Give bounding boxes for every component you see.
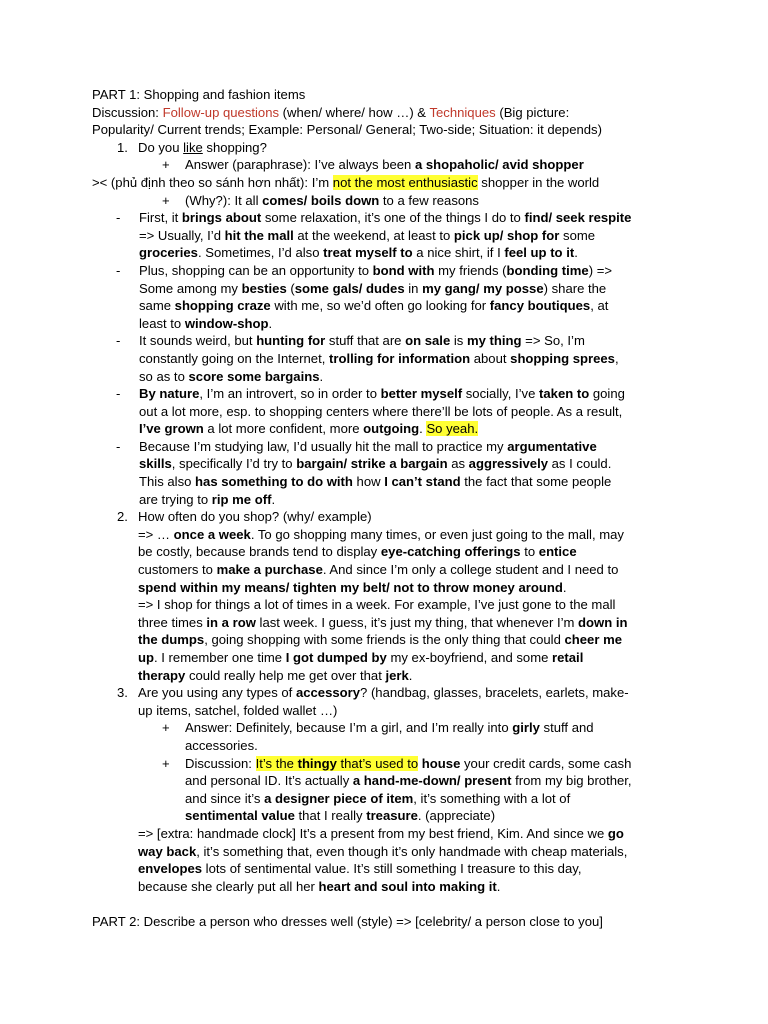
bold-text: fancy boutiques (489, 298, 591, 314)
part1-title: PART 1: Shopping and fashion items (92, 87, 306, 102)
text: . (268, 315, 273, 331)
q2-text: How often do you shop? (why/ example) (138, 509, 372, 525)
text: could really help me get over that (185, 667, 386, 683)
text: Answer: Definitely, because I’m a girl, and I’m really into (185, 720, 513, 736)
q1-like: like (183, 139, 203, 155)
bold-text: score some bargains (188, 368, 320, 384)
techniques-label: Techniques (429, 104, 496, 120)
text-line (139, 280, 682, 298)
bold-text: therapy (138, 667, 186, 683)
dash-marker: - (116, 438, 121, 454)
question-3 (92, 684, 682, 702)
bold-text: sentimental value (185, 808, 295, 824)
dash-marker: - (116, 386, 121, 402)
text: First, it (139, 210, 182, 226)
bold-text: accessory (295, 685, 361, 701)
text: a lot more confident, more (203, 421, 364, 437)
question-2 (92, 508, 682, 526)
bold-text: taken to (539, 386, 590, 402)
bold-text: trolling for information (329, 350, 471, 366)
bullet-bargains (92, 332, 682, 385)
text: three times (138, 614, 207, 630)
bullet-bonding (92, 262, 682, 332)
bold-text: hit the mall (224, 227, 294, 243)
text: your credit cards, some cash (460, 755, 632, 771)
text: . (419, 421, 427, 437)
text: , it’s something that, even though it’s only handmade with cheap materials, (196, 843, 628, 859)
text: . (574, 245, 578, 261)
q1-negation (92, 174, 682, 192)
bold-text: entice (538, 544, 577, 560)
plus-marker: + (162, 192, 170, 208)
text: stuff that are (325, 333, 406, 349)
text: . Sometimes, I’d also (197, 245, 324, 261)
bold-text: I’ve grown (139, 421, 204, 437)
text: how (352, 474, 385, 490)
text: . (496, 878, 501, 894)
text: , (614, 350, 619, 366)
bold-text: a hand-me-down/ present (352, 773, 512, 789)
bold-text: pick up/ shop for (453, 227, 560, 243)
text-line (138, 667, 682, 685)
text: Plus, shopping can be an opportunity to (139, 262, 373, 278)
text-line (138, 649, 682, 667)
text-line (139, 438, 682, 456)
bold-text: make a purchase (216, 562, 323, 578)
text: are trying to (139, 491, 212, 507)
bold-text: thingy (297, 755, 337, 771)
q1-pre: Do you (138, 139, 184, 155)
bullet-bonding-text (92, 262, 682, 332)
bullet-bargains-text (92, 332, 682, 385)
text-line (139, 420, 682, 438)
q2-number: 2. (117, 509, 128, 525)
text: => [extra: handmade clock] It’s a present from my best friend, Kim. And since we (138, 825, 608, 841)
bold-text: envelopes (138, 861, 203, 877)
text: about (470, 350, 511, 366)
q1-neg-highlight: not the most enthusiastic (332, 174, 478, 190)
text-line (138, 825, 682, 843)
bold-text: jerk (385, 667, 409, 683)
bullet-law (92, 438, 682, 508)
text-line (139, 403, 682, 421)
q3-discussion (92, 755, 682, 825)
q1-why-bold: comes/ boils down (262, 192, 380, 208)
discussion-mid: (when/ where/ how …) & (279, 104, 430, 120)
text-line (139, 455, 682, 473)
text: and personal ID. It’s actually (185, 773, 353, 789)
text: accessories. (185, 737, 258, 753)
text-line (185, 807, 682, 825)
text-line (139, 262, 682, 280)
bold-text: retail (552, 650, 584, 665)
bullet-introvert-text (92, 385, 682, 438)
text: same (139, 298, 175, 314)
text: lots of sentimental value. It’s still something I treasure to this day, (202, 861, 582, 877)
bold-text: outgoing (363, 421, 420, 437)
text: => … (138, 526, 174, 542)
text-line (138, 860, 682, 878)
text: because she clearly put all her (138, 878, 319, 894)
text-line (139, 332, 682, 350)
q3-answer-text (92, 719, 682, 754)
discussion-suffix: (Big picture: (495, 104, 570, 120)
text: . (271, 491, 276, 507)
document-page (92, 86, 682, 931)
dash-marker: - (116, 210, 121, 226)
bold-text: spend within my means/ tighten my belt/ not to throw money around (138, 579, 563, 595)
bold-text: aggressively (468, 456, 549, 472)
bold-text: down in (578, 614, 628, 630)
text-line (139, 350, 682, 368)
text: , it’s something with a lot of (413, 790, 571, 806)
text: some relaxation, it’s one of the things I do to (261, 210, 525, 226)
text: . (319, 368, 324, 384)
bold-text: brings about (181, 210, 262, 226)
text: It’s the (255, 755, 298, 771)
q1-neg-pre: >< (phủ định theo so sánh hơn nhất): I’m (92, 174, 333, 190)
bold-text: argumentative (507, 438, 597, 454)
text: in (404, 280, 423, 296)
text: least to (139, 315, 185, 331)
bold-text: bonding time (506, 262, 589, 278)
text-line (185, 772, 682, 790)
dash-marker: - (116, 262, 121, 278)
bold-text: shopping sprees (510, 350, 615, 366)
text-line (139, 227, 682, 245)
q2-answer (92, 526, 682, 684)
text: my ex-boyfriend, and some (386, 650, 553, 665)
text-line (139, 368, 682, 386)
text: ? (handbag, glasses, bracelets, earlets, make- (360, 685, 629, 701)
q1-answer-pre: Answer (paraphrase): I’ve always been (185, 157, 415, 173)
bold-text: hunting for (256, 333, 326, 349)
bold-text: better myself (380, 386, 463, 402)
dash-marker: - (116, 333, 121, 349)
question-1 (92, 139, 682, 157)
bold-text: a designer piece of item (264, 790, 414, 806)
text: This also (139, 474, 196, 490)
text: be costly, because brands tend to display (138, 544, 381, 560)
text-line (138, 631, 682, 649)
q1-answer-text (92, 156, 682, 174)
bold-text: window-shop (184, 315, 269, 331)
text: , specifically I’d try to (171, 456, 297, 472)
q3-number: 3. (117, 685, 128, 701)
bold-text: girly (512, 720, 540, 736)
q3-text-line2 (92, 702, 682, 720)
text: that’s used to (336, 755, 419, 771)
q1-post: shopping? (202, 139, 267, 155)
text: a nice shirt, if I (412, 245, 505, 261)
text: , going shopping with some friends is the only thing that could (204, 632, 565, 648)
plus-marker: + (162, 157, 170, 173)
text: with me, so we’d often go looking for (270, 298, 490, 314)
q1-why (92, 192, 682, 210)
q1-answer-bold: a shopaholic/ avid shopper (414, 157, 584, 173)
bold-text: treasure (366, 808, 418, 824)
text: ) => (588, 262, 613, 278)
text: => I shop for things a lot of times in a week. For example, I’ve just gone to the mall (138, 597, 616, 613)
text: => So, I’m (521, 333, 585, 349)
text: up items, satchel, folded wallet …) (138, 702, 338, 718)
text-line (138, 878, 682, 896)
bold-text: has something to do with (195, 474, 353, 490)
text-line (138, 526, 682, 544)
text-line (138, 561, 682, 579)
q3-extra (92, 825, 682, 895)
text: . (562, 579, 567, 595)
bullet-relaxation (92, 209, 682, 262)
part2-heading (92, 913, 682, 931)
text: socially, I’ve (462, 386, 540, 402)
bold-text: find/ seek respite (524, 210, 632, 226)
text: constantly going on the Internet, (139, 350, 329, 366)
text: that I really (294, 808, 367, 824)
text: some (559, 227, 596, 243)
text: ( (286, 280, 295, 296)
text-line (185, 790, 682, 808)
text-line (138, 596, 682, 614)
text: at the weekend, at least to (293, 227, 454, 243)
text: out a lot more, esp. to shopping centers where there’ll be lots of people. As a result, (139, 403, 623, 419)
text: Because I’m studying law, I’d usually hit the mall to practice my (139, 438, 508, 454)
text: as (447, 456, 469, 472)
part1-heading (92, 86, 682, 104)
spacer (92, 895, 682, 913)
bold-text: my gang/ my posse (422, 280, 544, 296)
text: customers to (138, 562, 217, 578)
text: to (520, 544, 539, 560)
bullet-relaxation-text (92, 209, 682, 262)
text: is (450, 333, 467, 349)
q1-answer (92, 156, 682, 174)
q1-number: 1. (117, 139, 128, 155)
bold-text: way back (138, 843, 197, 859)
text-line (139, 244, 682, 262)
bold-text: heart and soul into making it (318, 878, 497, 894)
bold-text: my thing (466, 333, 522, 349)
discussion-line2-text: Popularity/ Current trends; Example: Personal/ General; Two-side; Situation: it depends) (92, 122, 602, 138)
text: from my big brother, (511, 773, 632, 789)
text: as I could. (548, 456, 612, 472)
bullet-introvert (92, 385, 682, 438)
q3-text (92, 685, 629, 700)
text-line (139, 473, 682, 491)
text: . To go shopping many times, or even just going to the mall, may (250, 526, 624, 542)
bold-text: skills (139, 456, 172, 472)
bold-text: go (607, 825, 624, 841)
bold-text: in a row (206, 614, 256, 630)
bold-text: eye-catching offerings (380, 544, 521, 560)
text: . (408, 667, 413, 683)
text-line (138, 543, 682, 561)
text-line (139, 209, 682, 227)
q3-discussion-text (92, 755, 682, 825)
text-line (185, 755, 682, 773)
q1-why-text (92, 192, 682, 210)
part2-title: PART 2: Describe a person who dresses well (style) => [celebrity/ a person close to you] (92, 913, 603, 929)
text: last week. I guess, it’s just my thing, that whenever I’m (255, 614, 579, 630)
bold-text: By nature (139, 386, 200, 402)
text-line (139, 315, 682, 333)
bold-text: treat myself to (323, 245, 413, 261)
bold-text: shopping craze (174, 298, 271, 314)
text: and since it’s (185, 790, 265, 806)
plus-marker: + (162, 720, 170, 736)
bold-text: some gals/ dudes (294, 280, 405, 296)
bold-text: rip me off (211, 491, 272, 507)
highlight-text: So yeah. (426, 421, 479, 437)
q1-neg-post: shopper in the world (477, 174, 600, 190)
bold-text: besties (241, 280, 287, 296)
text: It sounds weird, but (139, 333, 257, 349)
highlight-text (256, 756, 419, 771)
text-line (139, 297, 682, 315)
bold-text: on sale (405, 333, 451, 349)
bold-text: bond with (372, 262, 435, 278)
bold-text: house (421, 755, 461, 771)
bold-text: the dumps (138, 632, 205, 648)
text: Discussion: (185, 755, 256, 771)
text-line (139, 491, 682, 509)
text-line (185, 737, 682, 755)
bold-text: I can’t stand (384, 474, 461, 490)
discussion-prefix: Discussion: (92, 104, 163, 120)
followup-label: Follow-up questions (162, 104, 280, 120)
text: going (589, 386, 625, 402)
text: , I’m an introvert, so in order to (199, 386, 381, 402)
text-line (139, 385, 682, 403)
text-line (138, 843, 682, 861)
bullet-law-text (92, 438, 682, 508)
q3-answer (92, 719, 682, 754)
q1-why-post: to a few reasons (379, 192, 479, 208)
text: , at (590, 298, 609, 314)
text: . (appreciate) (417, 808, 496, 824)
text-line (185, 719, 682, 737)
text: . And since I’m only a college student and I need to (322, 562, 619, 578)
bold-text: feel up to it (504, 245, 575, 261)
text: the fact that some people (460, 474, 612, 490)
q1-why-pre: (Why?): It all (185, 192, 263, 208)
bold-text: once a week (173, 526, 251, 542)
text: ) share the (543, 280, 607, 296)
text: so as to (139, 368, 189, 384)
text: . I remember one time (154, 650, 286, 665)
bold-text: bargain/ strike a bargain (296, 456, 448, 472)
text: => Usually, I’d (139, 227, 225, 243)
plus-marker: + (162, 755, 170, 771)
text: stuff and (539, 720, 594, 736)
discussion-line-2 (92, 121, 682, 139)
text-line (138, 614, 682, 632)
bold-text: cheer me (564, 632, 623, 648)
discussion-line (92, 104, 682, 122)
text: Some among my (139, 280, 242, 296)
bold-text: groceries (139, 245, 198, 261)
text: Are you using any types of (138, 685, 296, 701)
text: my friends ( (434, 262, 507, 278)
bold-text: I got dumped by (285, 650, 387, 665)
bold-text: up (138, 650, 154, 665)
text-line (138, 579, 682, 597)
